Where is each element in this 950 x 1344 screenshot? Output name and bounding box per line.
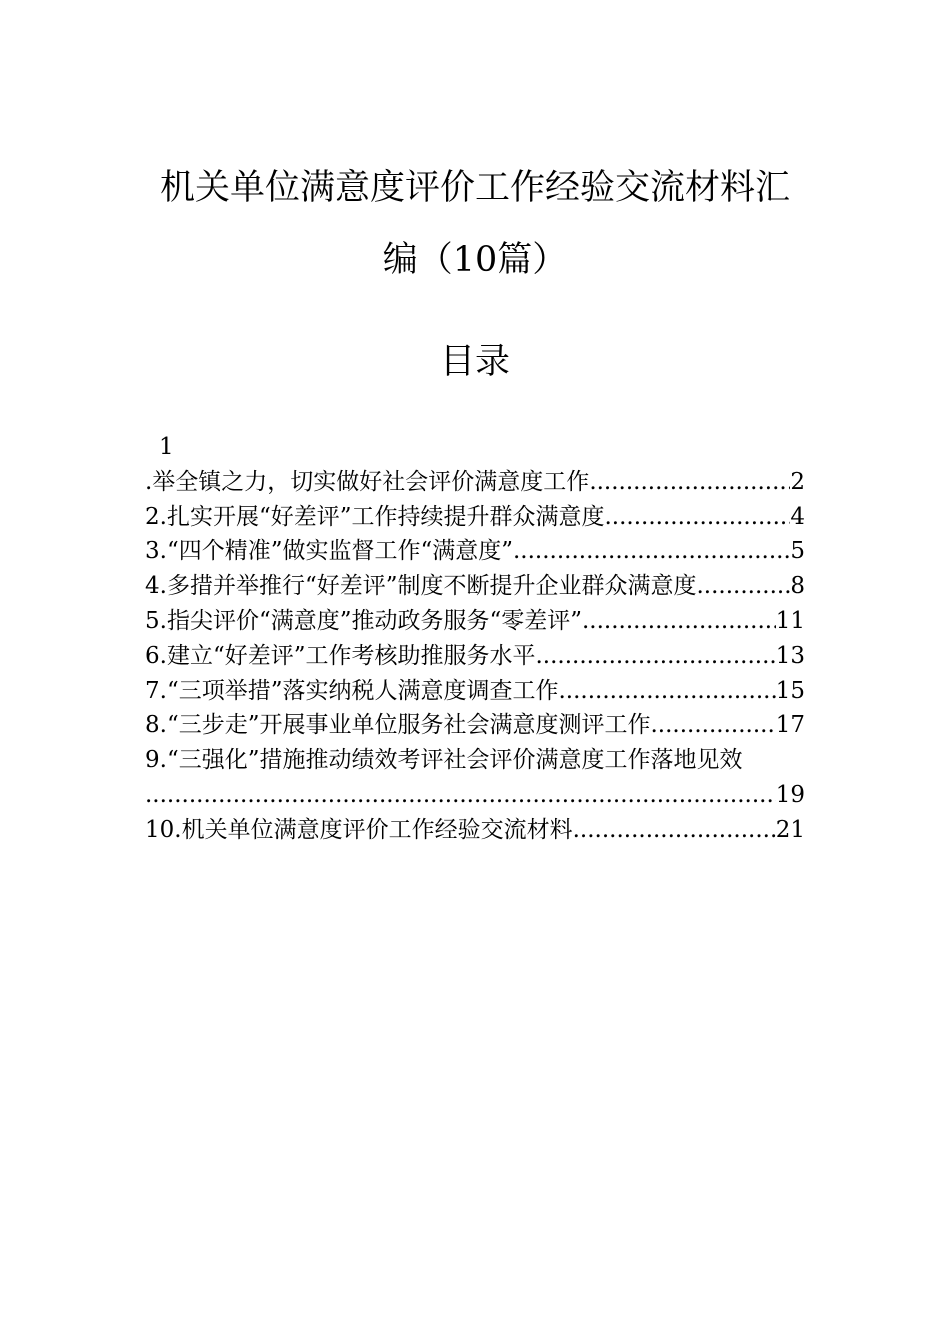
toc-dot-leader (145, 778, 776, 813)
document-title-line-1: 机关单位满意度评价工作经验交流材料汇 (159, 168, 790, 208)
document-title-line-2: 编（10篇） (382, 240, 568, 280)
toc-entry-page: 19 (775, 781, 805, 808)
toc-entry-continuation[interactable] (145, 778, 805, 813)
toc-entry-title: 9.“三强化”措施推动绩效考评社会评价满意度工作落地见效 (145, 747, 743, 774)
toc-entry-title: 8.“三步走”开展事业单位服务社会满意度测评工作 (145, 712, 651, 739)
toc-entry[interactable] (145, 465, 805, 500)
toc-dot-leader (604, 500, 790, 535)
toc-entry-title: 3.“四个精准”做实监督工作“满意度” (145, 538, 513, 565)
toc-entry-page: 21 (775, 816, 805, 843)
toc-entry-title: 2.扎实开展“好差评”工作持续提升群众满意度 (145, 503, 605, 530)
toc-entry-page: 5 (790, 538, 805, 565)
toc-entry[interactable] (145, 674, 805, 709)
toc-entry[interactable] (145, 743, 805, 778)
toc-entry[interactable] (145, 813, 805, 848)
toc-dot-leader (589, 465, 790, 500)
table-of-contents (145, 430, 805, 848)
toc-entry-page: 13 (775, 642, 805, 669)
toc-dot-leader (573, 813, 776, 848)
toc-entry[interactable] (145, 639, 805, 674)
toc-entry-page: 15 (775, 677, 805, 704)
toc-entry-title: 10.机关单位满意度评价工作经验交流材料 (145, 816, 573, 843)
toc-dot-leader (650, 708, 775, 743)
toc-first-number-row (145, 430, 805, 465)
toc-first-number: 1 (159, 434, 174, 460)
toc-entry[interactable] (145, 604, 805, 639)
toc-entry[interactable] (145, 500, 805, 535)
toc-dot-leader (696, 569, 790, 604)
toc-entry[interactable] (145, 708, 805, 743)
toc-entry-title: 5.指尖评价“满意度”推动政务服务“零差评” (145, 607, 582, 634)
toc-dot-leader (535, 639, 775, 674)
toc-dot-leader (582, 604, 776, 639)
toc-entry[interactable] (145, 569, 805, 604)
toc-entry-title: 6.建立“好差评”工作考核助推服务水平 (145, 642, 536, 669)
toc-entry-title: 4.多措并举推行“好差评”制度不断提升企业群众满意度 (145, 573, 697, 600)
toc-entry-page: 4 (790, 503, 805, 530)
toc-entry-title: 7.“三项举措”落实纳税人满意度调查工作 (145, 677, 559, 704)
toc-entry-page: 8 (790, 573, 805, 600)
toc-heading: 目录 (439, 342, 510, 382)
toc-entry-page: 17 (775, 712, 805, 739)
toc-dot-leader (558, 674, 775, 709)
toc-entry[interactable] (145, 534, 805, 569)
toc-entry-title: .举全镇之力，切实做好社会评价满意度工作 (145, 468, 590, 495)
toc-entry-page: 11 (775, 607, 805, 634)
toc-dot-leader (513, 534, 790, 569)
toc-entry-page: 2 (790, 468, 805, 495)
